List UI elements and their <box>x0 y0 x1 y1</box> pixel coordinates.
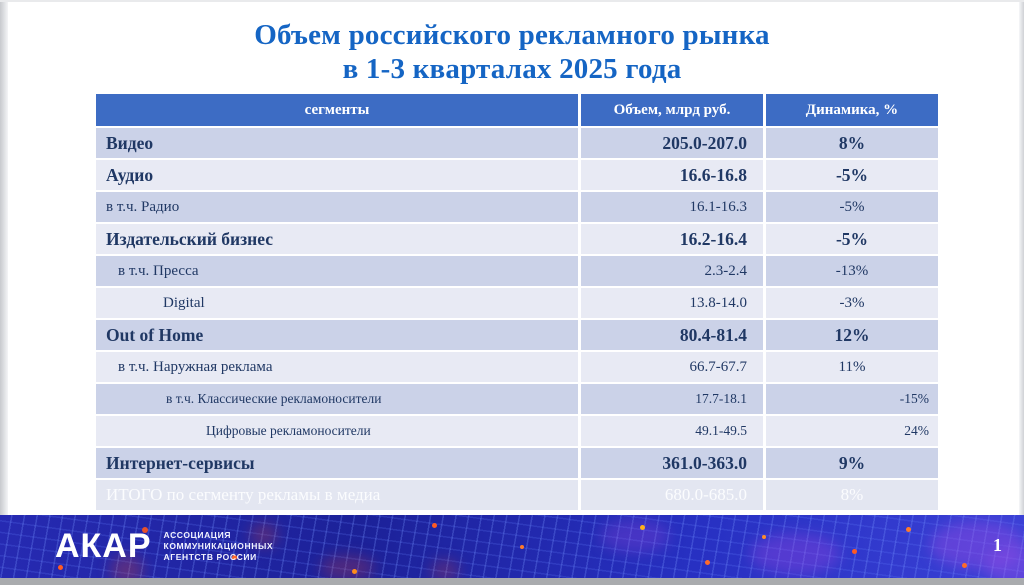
volume-cell: 16.1-16.3 <box>581 192 763 222</box>
header-cell-dynamics: Динамика, % <box>766 94 938 126</box>
table-row-audio <box>96 160 938 190</box>
segment-cell: в т.ч. Классические рекламоносители <box>96 384 578 414</box>
decor-dot <box>852 549 857 554</box>
dynamics-cell: -5% <box>766 192 938 222</box>
decor-dot <box>432 523 437 528</box>
volume-cell: 361.0-363.0 <box>581 448 763 478</box>
segment-cell: Издательский бизнес <box>96 224 578 254</box>
page-title-line2: в 1-3 кварталах 2025 года <box>342 53 682 85</box>
segment-cell: в т.ч. Наружная реклама <box>96 352 578 382</box>
page-title-line1: Объем российского рекламного рынка <box>254 19 770 51</box>
volume-cell: 2.3-2.4 <box>581 256 763 286</box>
dynamics-cell: 8% <box>766 480 938 510</box>
table-header-row <box>96 94 938 126</box>
volume-cell: 205.0-207.0 <box>581 128 763 158</box>
akar-logo-subtitle-line1: АССОЦИАЦИЯ <box>163 529 232 540</box>
table-row-digital <box>96 288 938 318</box>
table-row-digital-carriers <box>96 416 938 446</box>
dynamics-cell: 8% <box>766 128 938 158</box>
decor-dot <box>58 565 63 570</box>
dynamics-cell: -13% <box>766 256 938 286</box>
dynamics-cell: 24% <box>766 416 938 446</box>
segment-cell: в т.ч. Радио <box>96 192 578 222</box>
dynamics-cell: -3% <box>766 288 938 318</box>
page-title <box>0 18 1024 86</box>
segment-cell: Digital <box>96 288 578 318</box>
table-row-internet-services <box>96 448 938 478</box>
table-row-total <box>96 480 938 510</box>
slide-edge-top <box>0 0 1024 2</box>
volume-cell: 680.0-685.0 <box>581 480 763 510</box>
akar-logo-subtitle <box>164 530 274 563</box>
table-row-video <box>96 128 938 158</box>
table-row-radio <box>96 192 938 222</box>
market-table <box>96 94 938 512</box>
volume-cell: 13.8-14.0 <box>581 288 763 318</box>
akar-logo-subtitle-line2: КОММУНИКАЦИОННЫХ <box>163 540 274 551</box>
decor-blob <box>600 519 670 553</box>
decor-blob <box>320 555 375 578</box>
decor-dot <box>762 535 766 539</box>
decor-blob <box>750 533 840 575</box>
decor-blob <box>430 559 460 578</box>
decor-dot <box>705 560 710 565</box>
segment-cell: Аудио <box>96 160 578 190</box>
slide-edge-left <box>0 0 8 578</box>
bottom-strip <box>0 578 1024 585</box>
akar-logo-wordmark: АКАР <box>55 527 152 565</box>
volume-cell: 17.7-18.1 <box>581 384 763 414</box>
akar-logo <box>55 529 273 563</box>
dynamics-cell: -15% <box>766 384 938 414</box>
volume-cell: 16.2-16.4 <box>581 224 763 254</box>
table-row-outdoor <box>96 352 938 382</box>
decor-dot <box>962 563 967 568</box>
decor-dot <box>640 525 645 530</box>
decor-dot <box>520 545 524 549</box>
volume-cell: 80.4-81.4 <box>581 320 763 350</box>
decor-dot <box>906 527 911 532</box>
dynamics-cell: 11% <box>766 352 938 382</box>
slide-edge-right <box>1019 0 1024 578</box>
volume-cell: 66.7-67.7 <box>581 352 763 382</box>
segment-cell: ИТОГО по сегменту рекламы в медиа <box>96 480 578 510</box>
header-cell-volume: Объем, млрд руб. <box>581 94 763 126</box>
table-row-publishing <box>96 224 938 254</box>
decor-dot <box>352 569 357 574</box>
segment-cell: в т.ч. Пресса <box>96 256 578 286</box>
volume-cell: 16.6-16.8 <box>581 160 763 190</box>
segment-cell: Цифровые рекламоносители <box>96 416 578 446</box>
segment-cell: Интернет-сервисы <box>96 448 578 478</box>
segment-cell: Out of Home <box>96 320 578 350</box>
dynamics-cell: 9% <box>766 448 938 478</box>
header-cell-segments: сегменты <box>96 94 578 126</box>
dynamics-cell: -5% <box>766 224 938 254</box>
table-row-out-of-home <box>96 320 938 350</box>
dynamics-cell: -5% <box>766 160 938 190</box>
table-row-classic-carriers <box>96 384 938 414</box>
page-number: 1 <box>993 535 1002 555</box>
dynamics-cell: 12% <box>766 320 938 350</box>
segment-cell: Видео <box>96 128 578 158</box>
footer-banner <box>0 515 1024 578</box>
akar-logo-subtitle-line3: АГЕНТСТВ РОССИИ <box>163 551 257 562</box>
volume-cell: 49.1-49.5 <box>581 416 763 446</box>
table-row-press <box>96 256 938 286</box>
